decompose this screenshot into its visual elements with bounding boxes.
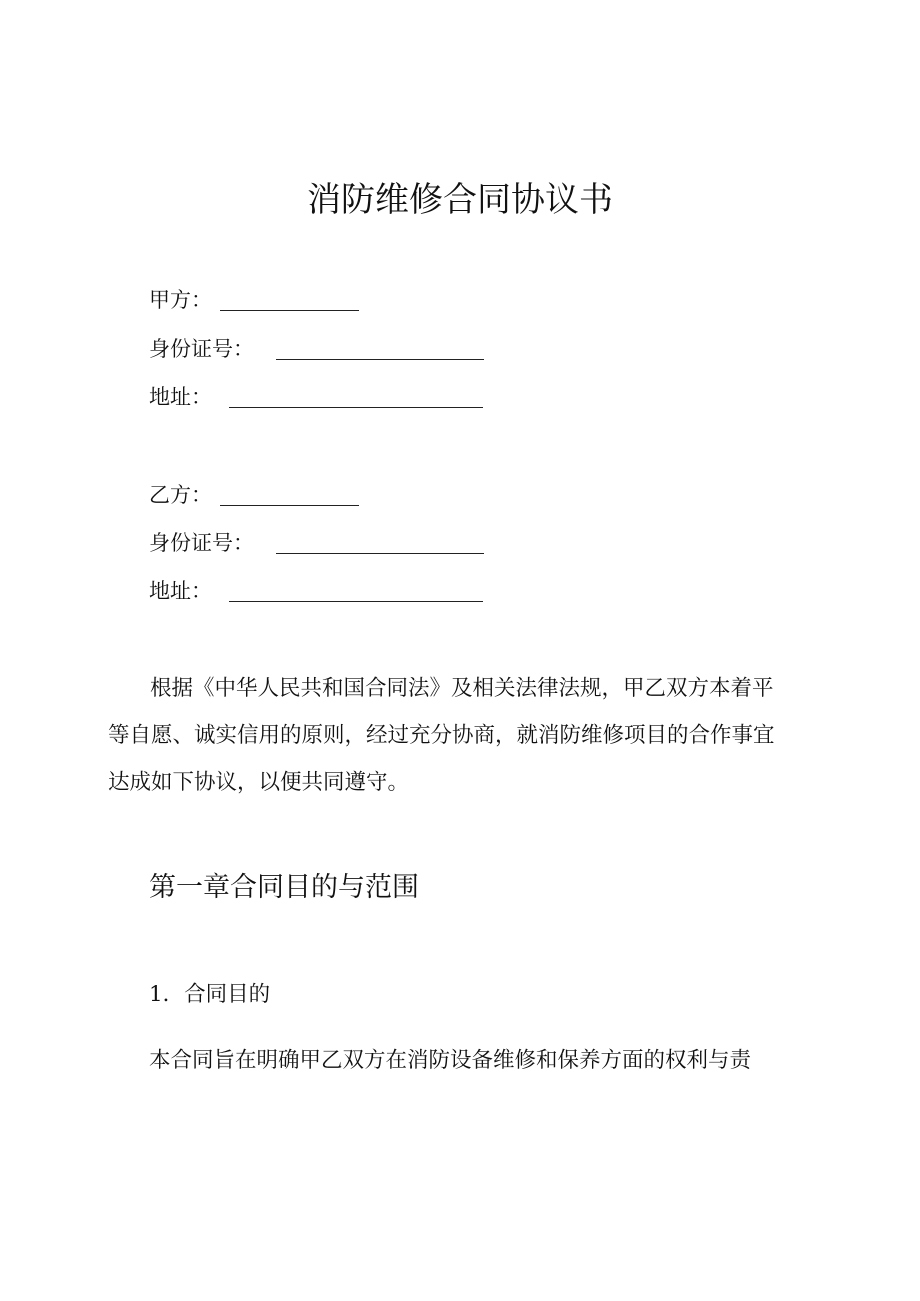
party-a-name-blank	[220, 288, 359, 311]
party-b-id-blank	[276, 531, 484, 554]
party-a-address-line	[149, 382, 483, 412]
preamble-line-1: 根据《中华人民共和国合同法》及相关法律法规，甲乙双方本着平	[150, 676, 774, 701]
party-a-name-label: 甲方：	[149, 288, 212, 312]
party-a-address-label: 地址：	[149, 385, 212, 409]
section-1-heading: 1．合同目的	[149, 982, 271, 1007]
party-b-name-line	[149, 480, 359, 510]
preamble-paragraph	[108, 665, 820, 806]
party-a-id-line	[149, 334, 484, 364]
party-a-id-label: 身份证号：	[149, 337, 254, 361]
party-b-name-blank	[220, 483, 359, 506]
preamble-line-3: 达成如下协议，以便共同遵守。	[108, 770, 410, 795]
chapter-1-heading: 第一章合同目的与范围	[149, 872, 419, 903]
party-b-id-line	[149, 528, 484, 558]
party-a-name-line	[149, 285, 359, 315]
document-title: 消防维修合同协议书	[307, 180, 613, 220]
party-a-id-blank	[276, 337, 484, 360]
preamble-line-2: 等自愿、诚实信用的原则，经过充分协商，就消防维修项目的合作事宜	[108, 723, 775, 748]
section-1-text: 本合同旨在明确甲乙双方在消防设备维修和保养方面的权利与责	[149, 1048, 752, 1073]
party-b-address-label: 地址：	[149, 579, 212, 603]
party-b-id-label: 身份证号：	[149, 531, 254, 555]
party-b-address-line	[149, 576, 483, 606]
party-a-address-blank	[229, 385, 483, 408]
party-b-address-blank	[229, 579, 483, 602]
party-b-name-label: 乙方：	[149, 483, 212, 507]
